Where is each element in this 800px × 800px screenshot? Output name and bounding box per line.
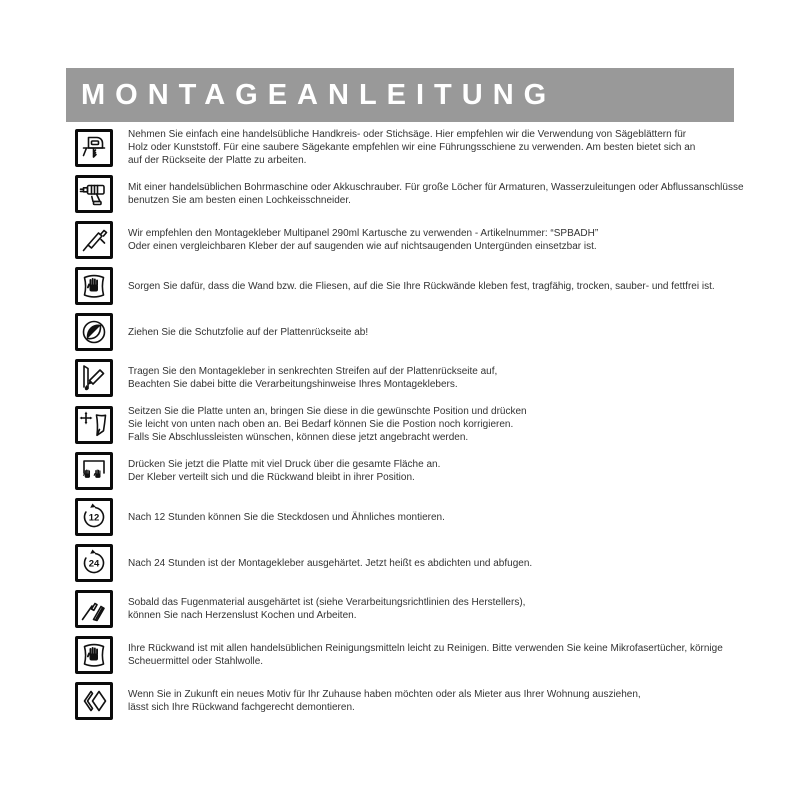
instruction-list (75, 128, 775, 728)
clock-12-icon (75, 498, 113, 536)
instruction-row (75, 636, 775, 674)
instruction-line: Wir empfehlen den Montagekleber Multipanel 290ml Kartusche zu verwenden - Artikelnummer: “SPBADH” (128, 228, 599, 239)
instruction-text (128, 458, 440, 484)
instruction-text (128, 365, 497, 391)
instruction-text (128, 557, 532, 570)
instruction-row (75, 544, 775, 582)
jigsaw-icon (75, 129, 113, 167)
hand-on-wall-icon (75, 267, 113, 305)
instruction-line: Tragen Sie den Montagekleber in senkrechten Streifen auf der Plattenrückseite auf, (128, 366, 498, 377)
utensils-icon (75, 590, 113, 628)
instruction-text (128, 688, 641, 714)
position-panel-icon (75, 406, 113, 444)
instruction-line: Seitzen Sie die Platte unten an, bringen Sie diese in die gewünschte Position und drücken (128, 406, 527, 417)
instruction-line: Nach 24 Stunden ist der Montagekleber ausgehärtet. Jetzt heißt es abdichten und abfugen. (128, 557, 533, 569)
instruction-line: Ziehen Sie die Schutzfolie auf der Plattenrückseite ab! (128, 326, 369, 338)
instruction-text (128, 128, 695, 167)
instruction-line: auf der Rückseite der Platte zu arbeiten. (128, 155, 307, 166)
instruction-row (75, 498, 775, 536)
instruction-row (75, 313, 775, 351)
instruction-text (128, 280, 715, 293)
instruction-line: Drücken Sie jetzt die Platte mit viel Druck über die gesamte Fläche an. (128, 459, 441, 470)
cartridge-gun-icon (75, 221, 113, 259)
instruction-line: Mit einer handelsüblichen Bohrmaschine oder Akkuschrauber. Für große Löcher für Armaturen, Wasserzuleitungen oder Abflussanschlüsse (128, 182, 744, 193)
press-hands-icon (75, 452, 113, 490)
instruction-line: Holz oder Kunststoff. Für eine saubere Sägekante empfehlen wir eine Führungsschiene zu verwenden. Am besten bietet sich an (128, 142, 696, 153)
instruction-row (75, 682, 775, 720)
instruction-row (75, 175, 775, 213)
header-bar (66, 68, 734, 122)
peel-foil-icon (75, 313, 113, 351)
instruction-line: Sobald das Fugenmaterial ausgehärtet ist (siehe Verarbeitungsrichtlinien des Herstellers), (128, 597, 526, 608)
instruction-text (128, 511, 445, 524)
instruction-line: Falls Sie Abschlussleisten wünschen, können diese jetzt angebracht werden. (128, 432, 469, 443)
instruction-row (75, 405, 775, 444)
svg-text:24: 24 (88, 558, 100, 570)
instruction-line: lässt sich Ihre Rückwand fachgerecht demontieren. (128, 702, 355, 713)
instruction-row (75, 221, 775, 259)
instruction-row (75, 590, 775, 628)
glue-application-icon (75, 359, 113, 397)
instruction-line: Sie leicht von unten nach oben an. Bei Bedarf können Sie die Postion noch korrigieren. (128, 419, 514, 430)
instruction-line: Sorgen Sie dafür, dass die Wand bzw. die Fliesen, auf die Sie Ihre Rückwände kleben fest, tragfähig, trocken, sauber- und fettfrei ist. (128, 280, 715, 292)
instruction-text (128, 227, 598, 253)
instruction-text (128, 596, 525, 622)
instruction-line: Scheuermittel oder Stahlwolle. (128, 656, 264, 667)
instruction-line: Der Kleber verteilt sich und die Rückwand bleibt in ihrer Position. (128, 472, 415, 483)
instruction-line: Wenn Sie in Zukunft ein neues Motiv für Ihr Zuhause haben möchten oder als Mieter aus Ihrer Wohnung ausziehen, (128, 689, 641, 700)
instruction-row (75, 452, 775, 490)
instruction-line: Oder einen vergleichbaren Kleber der auf saugenden wie auf nichtsaugenden Untergünden einsetzbar ist. (128, 241, 597, 252)
instruction-line: benutzen Sie am besten einen Lochkeisschneider. (128, 195, 351, 206)
drill-icon (75, 175, 113, 213)
instruction-row (75, 267, 775, 305)
svg-text:12: 12 (88, 512, 100, 524)
instruction-row (75, 359, 775, 397)
clock-24-icon (75, 544, 113, 582)
cleaning-cloth-icon (75, 636, 113, 674)
instruction-line: Beachten Sie dabei bitte die Verarbeitungshinweise Ihres Montageklebers. (128, 379, 458, 390)
instruction-line: Nehmen Sie einfach eine handelsübliche Handkreis- oder Stichsäge. Hier empfehlen wir die Verwendung von Sägeblättern für (128, 129, 687, 140)
instruction-line: können Sie nach Herzenslust Kochen und Arbeiten. (128, 610, 357, 621)
page-title: MONTAGEANLEITUNG (81, 78, 557, 111)
instruction-row (75, 128, 775, 167)
instruction-text (128, 642, 723, 668)
instruction-line: Nach 12 Stunden können Sie die Steckdosen und Ähnliches montieren. (128, 511, 445, 523)
instruction-text (128, 181, 744, 207)
demount-icon (75, 682, 113, 720)
instruction-text (128, 326, 368, 339)
instruction-text (128, 405, 527, 444)
instruction-line: Ihre Rückwand ist mit allen handelsüblichen Reinigungsmitteln leicht zu Reinigen. Bitte verwenden Sie keine Mikrofasertücher, körnige (128, 643, 723, 654)
